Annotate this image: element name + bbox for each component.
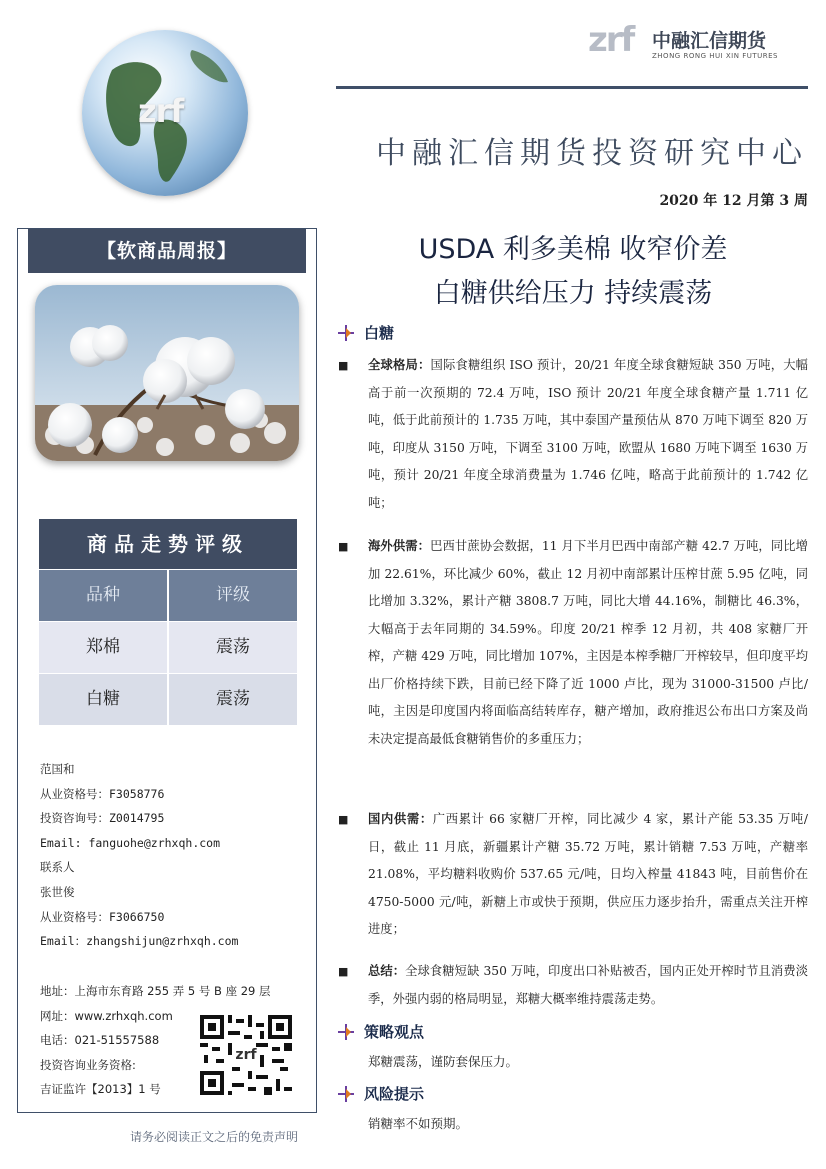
bullet-text: 广西累计 66 家糖厂开榨，同比减少 4 家，累计产能 53.35 万吨/日，截止 11 月底，新疆累计产糖 35.72 万吨，累计销糖 7.53 万吨，产糖率 21.08%，平均糖料收购价 537.65 元/吨，日均入榨量 41843 吨，目前售价在 4750-5000 元/吨，新糖上市或快于预期，供应压力逐步抬升，需重点关注开榨进度； (368, 812, 808, 936)
square-bullet-icon: ■ (338, 965, 349, 978)
square-bullet-icon: ■ (338, 813, 349, 826)
disclaimer-text: 请务必阅读正文之后的免责声明 (130, 1130, 299, 1144)
sidebar (17, 228, 317, 1113)
cotton-photo (35, 285, 299, 461)
research-center-title: 中融汇信期货投资研究中心 (376, 136, 808, 171)
header-divider (336, 86, 808, 89)
contact-name: 张世俊 (40, 884, 75, 899)
bullet-lead: 国内供需： (368, 812, 433, 826)
strategy-text: 郑糖震荡，谨防套保压力。 (368, 1054, 519, 1069)
rating-cell: 震荡 (169, 622, 297, 673)
section-sugar-label: 白糖 (364, 324, 395, 342)
bullet-lead: 全球格局： (368, 358, 431, 372)
rating-row (39, 674, 297, 725)
globe-logo-text: zrf (138, 92, 184, 130)
bullet-lead: 总结： (368, 964, 406, 978)
section-strategy-title (338, 1021, 424, 1042)
header-commodity: 品种 (39, 570, 167, 621)
analyst-email: Email: fanguohe@zrhxqh.com (40, 835, 221, 850)
bullet-text: 国际食糖组织 ISO 预计，20/21 年度全球食糖短缺 350 万吨，大幅高于前一次预期的 72.4 万吨，ISO 预计 20/21 年度全球食糖产量 1.711 亿吨，低于此前预计的 1.735 万吨，其中泰国产量预估从 870 万吨下调至 820 万吨，印度从 3150 万吨，下调至 3100 万吨，欧盟从 1680 万吨下调至 1630 万吨，预计 20/21 年度全球消费量为 1.746 亿吨，略高于此前预计的 1.742 亿吨； (368, 358, 808, 510)
analyst-name: 范国和 (40, 762, 75, 776)
license-number: 吉证监许【2013】1 号 (40, 1082, 161, 1097)
commodity-cell: 白糖 (39, 674, 167, 725)
section-marker-icon (338, 325, 354, 341)
globe-logo (82, 30, 248, 196)
qr-center-logo: zrf (235, 1047, 257, 1063)
bullet-overseas (338, 533, 808, 753)
company-phone: 电话：021-51557588 (40, 1033, 160, 1048)
company-logo-cn: 中融汇信期货 (652, 30, 767, 52)
qualification-number: 从业资格号：F3058776 (40, 786, 165, 801)
square-bullet-icon: ■ (338, 540, 349, 553)
contact-label: 联系人 (40, 860, 75, 875)
rating-table (39, 519, 297, 725)
contact-email: Email：zhangshijun@zrhxqh.com (40, 934, 239, 949)
consulting-number: 投资咨询号：Z0014795 (40, 811, 165, 826)
issue-date: 2020 年 12 月第 3 周 (659, 193, 808, 209)
report-headline (338, 228, 808, 316)
license-label: 投资咨询业务资格: (40, 1057, 136, 1072)
rating-cell: 震荡 (169, 674, 297, 725)
bullet-text: 全球食糖短缺 350 万吨，印度出口补贴被否，国内正处开榨时节且消费淡季，外强内弱的格局明显，郑糖大概率维持震荡走势。 (368, 964, 808, 1006)
risk-text: 销糖率不如预期。 (368, 1116, 469, 1131)
analyst-contacts (40, 757, 310, 954)
section-risk-title (338, 1083, 424, 1104)
commodity-cell: 郑棉 (39, 622, 167, 673)
company-logo (588, 18, 788, 66)
header-rating: 评级 (169, 570, 297, 621)
qr-code (200, 1015, 292, 1095)
bullet-lead: 海外供需： (368, 539, 431, 553)
company-logo-en: ZHONG RONG HUI XIN FUTURES (652, 52, 778, 60)
rating-table-title: 商品走势评级 (39, 519, 297, 569)
rating-row (39, 622, 297, 673)
section-strategy-label: 策略观点 (364, 1023, 425, 1041)
bullet-domestic (338, 806, 808, 944)
section-marker-icon (338, 1024, 354, 1040)
company-address: 地址：上海市东育路 255 弄 5 号 B 座 29 层 (40, 984, 271, 998)
contact-qualification-number: 从业资格号：F3066750 (40, 909, 165, 924)
bullet-text: 巴西甘蔗协会数据，11 月下半月巴西中南部产糖 42.7 万吨，同比增加 22.61%，环比减少 60%，截止 12 月初中南部累计压榨甘蔗 5.95 亿吨，同比增加 3.32%，累计产糖 3808.7 万吨，同比大增 44.16%，制糖比 46.3%，大幅高于去年同期的 34.59%。印度 20/21 榨季 12 月初，共 408 家糖厂开榨，产糖 429 万吨，同比增加 107%，主因是本榨季糖厂开榨较早，但印度平均出厂价格持续下跌，目前已经下降了近 1000 卢比，现为 31000-31500 卢比/吨，主因是印度国内将面临高结转库存，糖产增加，政府推迟公布出口方案及尚未决定提高最低食糖销售价的多重压力； (368, 539, 808, 746)
section-marker-icon (338, 1086, 354, 1102)
company-logo-mark: zrf (588, 20, 634, 60)
headline-line-1: USDA 利多美棉 收窄价差 (418, 234, 728, 265)
company-website: 网址：www.zrhxqh.com (40, 1008, 173, 1023)
rating-table-header (39, 570, 297, 621)
bullet-summary (338, 958, 808, 1013)
section-risk-label: 风险提示 (364, 1085, 425, 1103)
bullet-global (338, 352, 808, 517)
headline-line-2: 白糖供给压力 持续震荡 (433, 278, 713, 309)
section-sugar-title (338, 322, 394, 343)
report-type-label: 【软商品周报】 (28, 229, 306, 273)
square-bullet-icon: ■ (338, 359, 349, 372)
